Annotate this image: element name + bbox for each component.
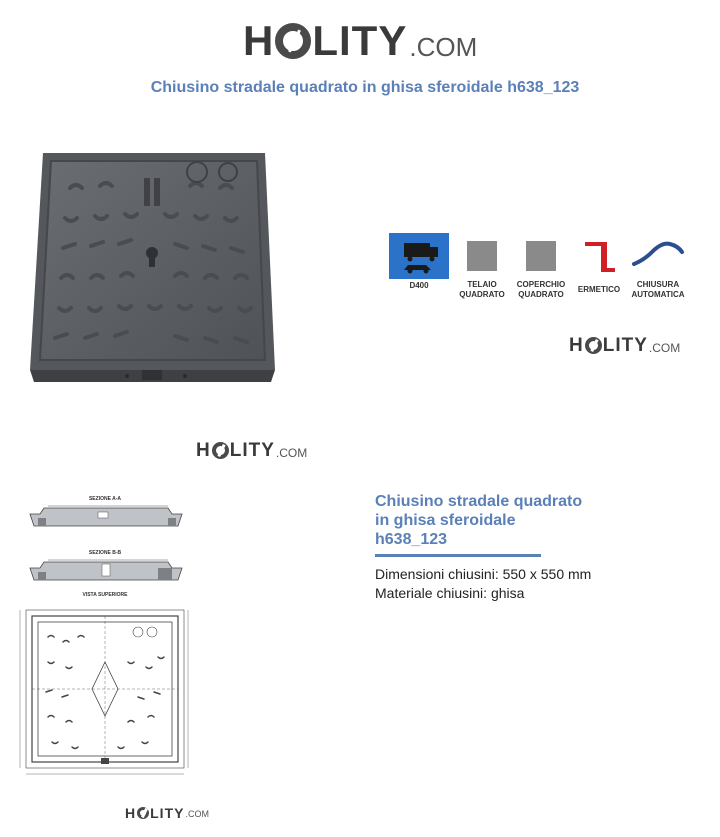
logo-text-com: .COM — [409, 32, 478, 62]
spec-material: Materiale chiusini: ghisa — [375, 585, 525, 601]
brand-logo-small — [196, 441, 307, 460]
feature-label: QUADRATO — [459, 290, 505, 299]
description-divider — [375, 554, 541, 557]
feature-d400 — [389, 233, 449, 291]
feature-chiusura-automatica — [628, 233, 688, 300]
section-bb-label: SEZIONE B-B — [88, 550, 122, 556]
description-title — [375, 492, 615, 549]
feature-ermetico — [569, 233, 629, 295]
description-title-line: Chiusino stradale quadrato — [375, 493, 583, 510]
brand-logo-tiny — [125, 806, 209, 820]
logo-o-icon — [137, 807, 149, 819]
logo-text-h: H — [243, 17, 275, 64]
section-aa-profile — [30, 506, 182, 526]
spec-dimensions: Dimensioni chiusini: 550 x 550 mm — [375, 566, 592, 582]
brand-logo-small — [569, 336, 680, 355]
logo-text-h: H — [196, 440, 211, 461]
automatic-closure-icon — [630, 238, 686, 274]
logo-text-lity: LITY — [150, 805, 185, 821]
logo-text-com: .COM — [275, 446, 308, 460]
product-image-manhole-cover — [25, 148, 280, 393]
page-title: Chiusino stradale quadrato in ghisa sferoidale h638_123 — [150, 79, 580, 96]
top-view-plan — [20, 610, 188, 774]
square-frame-icon — [467, 241, 497, 271]
description-title-line: h638_123 — [375, 531, 448, 548]
logo-text-lity: LITY — [229, 440, 275, 461]
logo-o-icon — [212, 442, 229, 459]
feature-label: AUTOMATICA — [631, 290, 685, 299]
top-view-label: VISTA SUPERIORE — [82, 592, 128, 598]
logo-text-h: H — [125, 805, 137, 821]
section-aa-label: SEZIONE A-A — [88, 496, 122, 502]
logo-text-com: .COM — [185, 809, 209, 819]
description-title-line: in ghisa sferoidale — [375, 512, 516, 529]
feature-coperchio-quadrato — [511, 233, 571, 300]
brand-logo[interactable] — [243, 17, 478, 64]
feature-label: ERMETICO — [577, 285, 621, 294]
square-cover-icon — [526, 241, 556, 271]
section-bb-profile — [30, 560, 182, 580]
feature-telaio-quadrato — [452, 233, 512, 300]
feature-label: CHIUSURA — [636, 280, 680, 289]
feature-label: D400 — [409, 281, 429, 290]
logo-text-lity: LITY — [312, 17, 408, 64]
feature-label: COPERCHIO — [516, 280, 566, 289]
logo-text-com: .COM — [648, 341, 681, 355]
hermetic-seal-icon — [579, 236, 619, 276]
feature-label: QUADRATO — [518, 290, 564, 299]
feature-label: TELAIO — [467, 280, 497, 289]
truck-car-icon — [394, 237, 444, 275]
technical-drawing — [18, 492, 193, 777]
logo-o-icon — [585, 337, 602, 354]
logo-text-lity: LITY — [602, 335, 648, 356]
logo-text-h: H — [569, 335, 584, 356]
logo-o-icon — [275, 23, 311, 59]
